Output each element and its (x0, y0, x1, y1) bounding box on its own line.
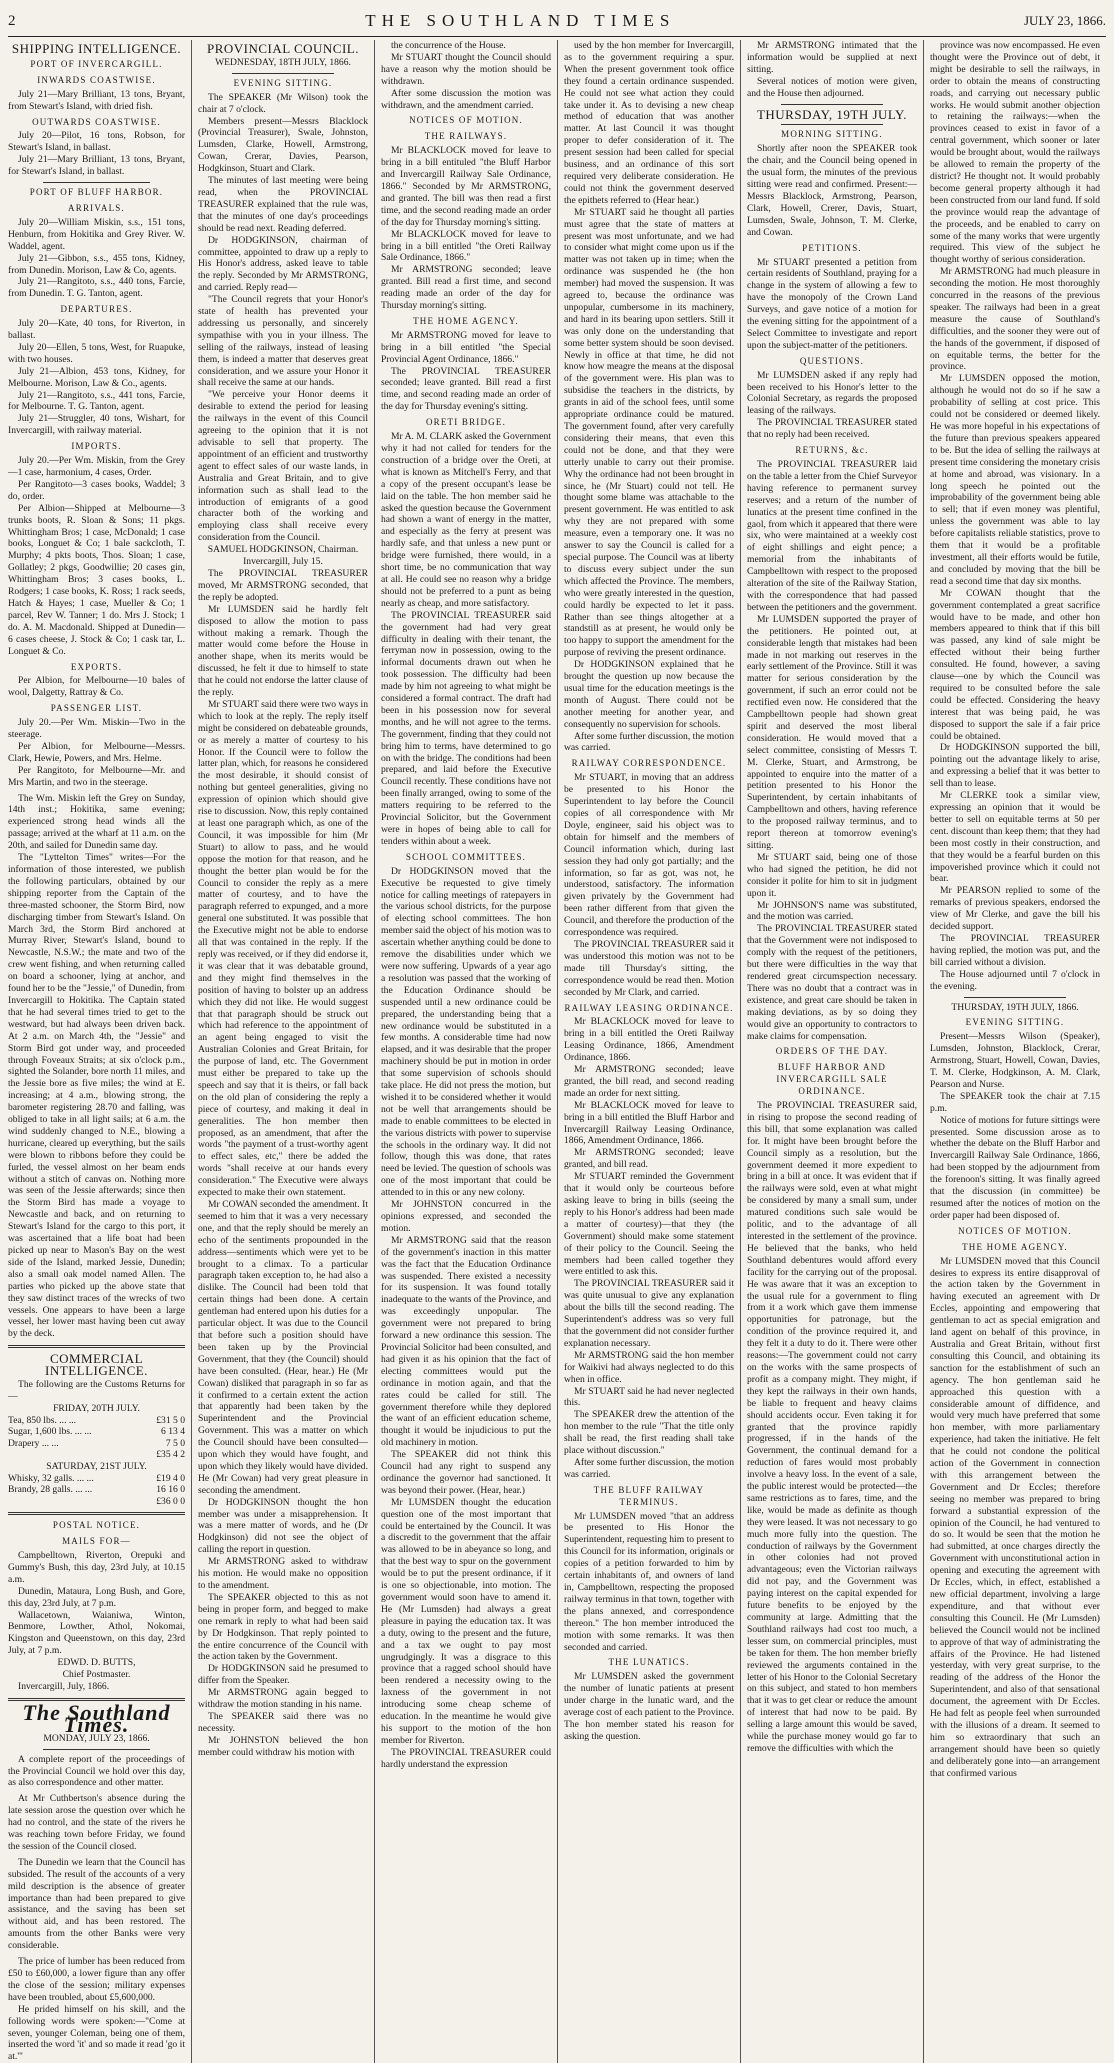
item-cell: Whisky, 32 galls. ... ... (8, 1472, 94, 1484)
paragraph: Present—Messrs Wilson (Speaker), Lumsden, Johnston, Blacklock, Crerar, Armstrong, Stuart, Howell, Cowan, Davies, T. M. Clerke, Hodgkinson, A. M. Clark, Pearson and Nurse. (930, 1031, 1100, 1090)
paragraph: The SPEAKER said there was no necessity. (198, 1710, 368, 1734)
paragraph: The PROVINCIAL TREASURER stated that the Government were not indisposed to comply with the request of the petitioners, but there were difficulties in the way that rendered great circumspection necessary. There was no doubt that a contract was in existence, and great care should be taken in making deviations, as by so doing they would give an opportunity to contractors to make claims for compensation. (747, 923, 917, 1042)
paragraph: July 20.—Per Wm. Miskin—Two in the steerage. (8, 717, 185, 741)
paragraph: The "Lyttelton Times" writes—For the information of those interested, we publish the following particulars, obtained by our shipping reporter from the Captain of the three-masted schooner, the Storm Bird, now discharging timber from Stewart's Island. On March 3rd, the Storm Bird anchored at Murray River, Stewart's Island, bound to Newcastle, N.S.W.; the mate and two of the crew went fishing, and when returning called on board a schooner, lying at anchor, and found her to be the "Jessie," of Dunedin, from Invercargill to Hokitika. The Captain stated that he had several times tried to get to the westward, but had always been driven back. At 2 a.m. on March 4th, the "Jessie" and Storm Bird got under way, and proceeded through Foveaux Straits; at six o'clock p.m., sighted the Solander, bore north 11 miles, and the Jessie bore as five miles; the wind at E. increasing; at 4 a.m., blowing strong, the barometer registering 28.70 and falling, was obliged to take in all light sails; at 6 a.m. the wind suddenly changed to N.E., blowing a hurricane, cleared up everything, but the sails were blown to ribbons before they could be furled, the vessel almost on her beam ends without a stitch of canvas on. Nothing more was seen of the Jessie afterwards; since then the Storm Bird has made a voyage to Newcastle and back, and on returning to Stewart's Island for the cargo to this port, it was ascertained that a life boat had been picked up near to Mason's Bay on the west side of the Island, marked Jessie, Dunedin; also a small oak model named Allen. The parties who picked up the above state that they saw distinct traces of the wrecks of two vessels. One appears to have been a large vessel, her lower mast having been cut away by the deck. (8, 852, 185, 1340)
paragraph: The PROVINCIAL TREASURER said the government had had very great difficulty in dealing with their tenant, the ferryman now in possession, owing to the informal documents drawn out when he took possession. The difficulty had been made by him not agreeing to what might be considered a formal contract. The draft had been in his possession now for several months, and he will not agree to the terms. The government, finding that they could not bring him to terms, have determined to go on with the bridge. The conditions had been prepared, and laid before the Executive Council recently. These conditions have not been finally arranged, owing to some of the matters requiring to be referred to the Provincial Solicitor, but the Government were in hopes of being able to call for tenders within about a week. (381, 609, 551, 847)
paragraph: Mr ARMSTRONG intimated that the information would be supplied at next sitting. (747, 40, 917, 75)
masthead (8, 6, 1106, 37)
subheading: SCHOOL COMMITTEES. (405, 851, 527, 862)
amount-cell: 16 16 0 (156, 1484, 185, 1496)
subheading: EVENING SITTING. (233, 77, 333, 88)
paragraph: The SPEAKER took the chair at 7.15 p.m. (930, 1090, 1100, 1114)
subheading: OUTWARDS COASTWISE. (32, 116, 161, 127)
paragraph: Mr LUMSDEN asked the government the number of lunatic patients at present under charge in the lunatic ward, and the average cost of each patient to the Province. The hon member stated his reason for asking the question. (564, 1671, 734, 1742)
paragraph: Mr STUART presented a petition from certain residents of Southland, praying for a change in the system of allowing a few to have the monopoly of the Crown Land Surveys, and gave notice of a motion for the evening sitting for the appointment of a Select Committee to investigate and report upon the subject-matter of the petitioners. (747, 256, 917, 351)
paragraph: July 21—Rangitoto, s.s., 441 tons, Farcie, for Melbourne. T. G. Tanton, agent. (8, 389, 185, 413)
paragraph: The PROVINCIAL TREASURER seconded; leave granted. Bill read a first time, and second reading made an order of the day for Thursday evening's sitting. (381, 365, 551, 413)
paragraph: Mr ARMSTRONG asked to withdraw his motion. He would make no opposition to the amendment. (198, 1556, 368, 1591)
paragraph: The SPEAKER objected to this as not being in proper form, and begged to make one remark in reply to what had been said by Dr Hodgkinson. That reply pointed to the entire concurrence of the Council with the action taken by the Government. (198, 1591, 368, 1663)
customs-returns-table (8, 1473, 185, 1508)
subheading: EVENING SITTING. (965, 1017, 1065, 1028)
issue-date: JULY 23, 1866. (1024, 13, 1106, 28)
paragraph: July 20—Pilot, 16 tons, Robson, for Stewart's Island, in ballast. (8, 130, 185, 154)
paragraph: Mr COWAN seconded the amendment. It seemed to him that it was a very necessary one, and that the reply should be merely an echo of the sentiments propounded in the address—sentiments which were yet to be brought to a climax. To a particular paragraph taken exception to, he had also a dislike. The Council had been told that certain things had been done. A certain gentleman had entered upon his duties for a particular object. It was due to the Council that before such a position should have been taken up by the Provincial Government, that they (the Council) should have been consulted. (Hear, hear.) He (Mr Cowan) disliked that paragraph in so far as it confirmed to a certain extent the action that apparently had been taken by the Superintendent and the Provincial Government. This was a matter on which the Council should have been consulted—upon which they would have fought, and upon which they likely would have divided. He (Mr Cowan) had very great pleasure in seconding the amendment. (198, 1199, 368, 1496)
paragraph: July 21—Mary Brilliant, 13 tons, Bryant, from Stewart's Island, with dried fish. (8, 88, 185, 112)
paragraph: Dr HODGKINSON explained that he brought the question up now because the usual time for the education meetings is the month of August. There could not be another meeting for another year, and consequently no supervision for schools. (564, 659, 734, 730)
paragraph: The SPEAKER drew the attention of the hon member to the rule "That the title only shall be read, the first reading shall take place without discussion." (564, 1409, 734, 1457)
subheading: NOTICES OF MOTION. (958, 1225, 1072, 1236)
paragraph: A complete report of the proceedings of the Provincial Council we hold over this day, as also correspondence and other matter. (8, 1753, 185, 1789)
paragraph: Per Rangitoto—3 cases books, Waddel; 3 do, order. (8, 478, 185, 502)
subheading: BLUFF HARBOR AND INVERCARGILL SALE ORDINANCE. (776, 1062, 888, 1097)
column-2 (191, 40, 374, 2063)
paragraph: Mr JOHNSTON concurred in the opinions expressed, and seconded the motion. (381, 1199, 551, 1234)
paragraph: The PROVINCIAL TREASURER laid on the table a letter from the Chief Surveyor having reference to permanent survey reserves; and a return of the number of lunatics at the present time confined in the gaol, from which it appeared that there were six, who were maintained at a weekly cost of eight shillings and eight pence; a memorial from the inhabitants of Campbelltown with respect to the proposed alteration of the site of the Railway Station, with the correspondence that had passed between the petitioners and the government. (747, 459, 917, 613)
paragraph: After some further discussion, the motion was carried. (564, 1456, 734, 1480)
paragraph: The SPEAKER did not think this Council had any right to suspend any ordinance the governor had sanctioned. It was beyond their power. (Hear, hear.) (381, 1449, 551, 1496)
column-rule (8, 1512, 185, 1515)
paragraph: Mr CLERKE took a similar view, expressing an opinion that it would be better to sell on equitable terms at 50 per cent. discount than keep them; that they had been most costly in their construction, and that they would be a fearful burden on this impoverished province which it could not bear. (930, 790, 1100, 885)
subheading: THE HOME AGENCY. (962, 1241, 1068, 1252)
centered-line: FRIDAY, 20TH JULY. (53, 1402, 140, 1414)
amount-cell: 6 13 4 (161, 1426, 185, 1438)
paragraph: The Dunedin we learn that the Council has subsided. The result of the accounts of a very mild description is the absence of greater importance than had been prepared to give assistance, and the saving has been set without aid, and has been restored. The amounts from the other Banks were very considerable. (8, 1856, 185, 1952)
paragraph: Members present—Messrs Blacklock (Provincial Treasurer), Swale, Johnston, Lumsden, Clarke, Howell, Armstrong, Cowan, Crerar, Davies, Pearson, Hodgkinson, Stuart and Clark. (198, 115, 368, 175)
paragraph: Dr HODGKINSON said he presumed to differ from the Speaker. (198, 1663, 368, 1687)
paragraph: used by the hon member for Invercargill, as to the government requiring a spur. When the present government took office they found a certain ordinance suspended. He could not see what action they could take under it. As to devising a new cheap method of education that was another matter. At last Council it was thought proper to defer consideration of it. The present session had been called for special business, and an ordinance of this sort required very deliberate consideration. He could not think the government deserved the epithets referred to (Hear hear.) (564, 40, 734, 206)
section-heading: SHIPPING INTELLIGENCE. (11, 41, 182, 56)
paragraph: Shortly after noon the SPEAKER took the chair, and the Council being opened in the usual form, the minutes of the previous sitting were read and confirmed. Present:—Messrs Blacklock, Armstrong, Pearson, Clark, Howell, Crerer, Davis, Stuart, Lumsden, Swale, Johnson, T. M. Clerke, and Cowan. (747, 143, 917, 238)
subheading: THE RAILWAYS. (424, 131, 508, 142)
amount-cell: £36 0 0 (156, 1495, 185, 1507)
paragraph: Per Rangitoto, for Melbourne—Mr. and Mrs Martin, and two in the steerage. (8, 764, 185, 788)
paragraph: Per Albion, for Melbourne—Messrs. Clark, Hewie, Powers, and Mrs. Helme. (8, 740, 185, 764)
paragraph: Invercargill, July, 1866. (18, 1680, 110, 1692)
paragraph: The minutes of last meeting were being read, when the PROVINCIAL TREASURER explained that the rule was, that the minutes of one day's proceedings should be read next. Reading deferred. (198, 175, 368, 234)
subheading: ORETI BRIDGE. (425, 417, 507, 428)
item-cell: Drapery ... ... (8, 1437, 59, 1449)
column-1 (8, 40, 191, 2063)
paragraph: Mr LUMSDEN opposed the motion, although he would not do so if he saw a probability of selling at cost price. This could not be considered or deemed likely. He was more hopeful in his expectations of the future than previous speakers appeared to be. But the idea of selling the railways at present time considering the monetary crisis at home and abroad, was visionary. In a long speech he pointed out the improbability of the government being able to sell; that if even money was plentiful, unless the government was able to lay before capitalists reliable statistics, prove to them that it would be a profitable investment, all their efforts would be futile, and concluded by moving that the bill be read a second time that day six months. (930, 373, 1100, 587)
paragraph: July 20—Ellen, 5 tons, West, for Ruapuke, with two houses. (8, 341, 185, 365)
subheading: THE LUNATICS. (608, 1657, 690, 1668)
subheading: POSTAL NOTICE. (52, 1520, 141, 1531)
paragraph: At Mr Cuthbertson's absence during the late session arose the question over which he had no control, and the state of the rivers he was reaching town before Friday, we found the session of the Council closed. (8, 1793, 185, 1852)
table-row (8, 1449, 185, 1461)
paragraph: Campbelltown, Riverton, Orepuki and Gummy's Bush, this day, 23rd July, at 10.15 a.m. (8, 1550, 185, 1585)
paragraph: Several notices of motion were given, and the House then adjourned. (747, 75, 917, 99)
column-5 (740, 40, 923, 2063)
paragraph: Mr ARMSTRONG again begged to withdraw the motion standing in his name. (198, 1687, 368, 1711)
column-6 (923, 40, 1106, 2063)
section-heading: COMMERCIAL INTELLIGENCE. (45, 1351, 148, 1379)
paragraph: Mr STUART reminded the Government that it would only be courteous before asking leave to bring in bills (seeing the reply to his Honor's address had been made a matter of courtesy)—that they (the Government) should make some statement of their policy to the Council. Seeing the members had been called together they were entitled to ask this. (564, 1171, 734, 1278)
subheading: ORDERS OF THE DAY. (775, 1046, 889, 1057)
paragraph: Mr LUMSDEN supported the prayer of the petitioners. He pointed out, at considerable length that mistakes had been made in not marking out reserves in the early settlement of the Province. Still it was matter for serious consideration by the government, if such an error could not be rectified even now. He considered that the Campbelltown people had shown great spirit and deserved the most liberal consideration. He would moved that a select committee, consisting of Messrs T. M. Clerke, Stuart, and Armstrong, be appointed to enquire into the matter of a petition presented to his Honor the Superintendent, by certain inhabitants of Campbelltown and others, having reference to the proposed railway terminus, and to report thereon at tomorrow evening's sitting. (747, 613, 917, 851)
paragraph: The PROVINCIAL TREASURER said it was understood this motion was not to be made till Thursday's sitting, the correspondence would be read then. Motion seconded by Mr Clark, and carried. (564, 938, 734, 998)
paragraph: Mr BLACKLOCK moved for leave to bring in a bill entitled the Oreti Railway Leasing Ordinance, 1866, Amendment Ordinance, 1866. (564, 1016, 734, 1064)
subheading: MORNING SITTING. (781, 129, 883, 140)
paragraph: Mr STUART thought the Council should have a reason why the motion should be withdrawn. (381, 51, 551, 87)
centered-line: WEDNESDAY, 18TH JULY, 1866. (215, 56, 351, 68)
paragraph: the concurrence of the House. (391, 40, 506, 51)
paragraph: Dr HODGKINSON moved that the Executive be requested to give timely notice for calling meetings of ratepayers in the various school districts, for the purpose of electing school committees. The hon member said the object of his motion was to ascertain whether anything could be done to remove the disabilities under which we were now suffering. Upwards of a year ago a resolution was passed that the working of the Education Ordinance should be suspended until a new ordinance could be prepared, the understanding being that a new ordinance would be substituted in a few months. A considerable time had now elapsed, and it was desirable that the proper machinery should be put in motion in order that some supervision of schools should take place. He did not press the motion, but wished it to be considered whether it would not be well that arrangements should be made to enable committees to be elected in the various districts with power to supervise the schools in the ordinary way. It did not follow, though this was done, that rates need be levied. The question of schools was one of the most important that could be attended to in this or any new colony. (381, 865, 551, 1199)
table-row (8, 1415, 185, 1427)
paragraph: Mr BLACKLOCK moved for leave to bring in a bill entituled "the Bluff Harbor and Invercargill Railway Sale Ordinance, 1866." Seconded by Mr ARMSTRONG, and granted. The bill was then read a first time, and the second reading made an order of the day for Thursday morning's sitting. (381, 145, 551, 228)
centered-line: SAMUEL HODGKINSON, Chairman. (207, 544, 359, 556)
paragraph: Mr LUMSDEN thought the education question one of the most important that could be entertained by the Council. It was a discredit to the government that the affair was allowed to be in abeyance so long, and that the best way to spur on the government would be to put the present ordinance, if it is one so objectionable, into motion. The government would soon have to amend it. He (Mr Lumsden) had always a great pleasure in paying the education tax. It was a duty, owing to the present and the future, and a tax we ought to pay most ungrudgingly. It was a disgrace to this province that a ragged school should have been rendered a necessity owing to the laxness of the government in not introducing some cheap scheme of education. In the meantime he would give his support to the motion of the hon member for Riverton. (381, 1496, 551, 1746)
amount-cell: £35 4 2 (156, 1449, 185, 1461)
paragraph: Mr ARMSTRONG said that the reason of the government's inaction in this matter was the fact that the Education Ordinance was suspended. There existed a necessity for its suspension. It was found totally inadequate to the wants of the Province, and was exceedingly unpopular. The government were not prepared to bring forward a new ordinance this session. The Provincial Solicitor had been consulted, and had given it as his opinion that the fact of electing committees would put the ordinance in motion again, and that the rates could be called for still. The government therefore while they deplored the want of an efficient education scheme, thought it would be injudicious to put the old machinery in motion. (381, 1234, 551, 1449)
table-row (8, 1496, 185, 1508)
paragraph: Mr STUART said there were two ways in which to look at the reply. The reply itself might be considered on debateable grounds, or as merely a matter of courtesy to his Honor. If the Council were to follow the latter plan, which, for reasons he considered the most desirable, it should consist of nothing but genteel generalities, giving no expression of opinion which should give rise to discussion. Now, this reply contained at least one paragraph which, as one of the Council, it was impossible for him (Mr Stuart) to allow to pass, and he would oppose the motion for that reason, and he thought the better plan would be for the Council to consider the reply as a mere matter of courtesy, and to have the paragraph referred to expunged, and a more general one substituted. It was possible that the Executive might not be able to endorse all that was contained in the reply. If the reply was received, or if they did endorse it, it was clear that it was debatable ground, and they might find themselves in the position of having to bolster up an address which they did not like. He would suggest that that paragraph should be struck out which had reference to the appointment of an agent being engaged to visit the Australian Colonies and Great Britain, for the purpose of land, etc. The Government must either be prepared to take up the speech and say that it is theirs, or fall back on the old plan of considering the reply a piece of courtesy, and making it deal in generalities. The hon member then proposed, as an amendment, that after the words "the payment of a trust-worthy agent to effect sales, etc," there be added the words "shall receive at our hands every consideration." The Executive were always expected to make their own statement. (198, 698, 368, 1199)
centered-line: Invercargill, July 15. (243, 556, 323, 568)
customs-returns-table (8, 1415, 185, 1461)
column-rule (964, 997, 1066, 998)
section-heading: PROVINCIAL COUNCIL. (206, 41, 360, 56)
paragraph: July 21—Albion, 453 tons, Kidney, for Melbourne. Morison, Law & Co., agents. (8, 365, 185, 389)
subheading: THE BLUFF RAILWAY TERMINUS. (593, 1484, 705, 1507)
page-number: 2 (8, 12, 17, 29)
subheading: ARRIVALS. (68, 202, 125, 213)
paragraph: The following are the Customs Returns for— (8, 1379, 185, 1402)
paragraph: The PROVINCIAL TREASURER stated that no reply had been received. (747, 417, 917, 441)
paragraph: Per Albion—Shipped at Melbourne—3 trunks boots, R. Sloan & Sons; 11 pkgs. Whittingham Bros; 1 case, McDonald; 1 case books, Longuet & Co; 1 bale sackcloth, T. Murphy; 4 pkts boots, Thos. Sloan; 1 case, Gollatley; 2 pkgs, Goodwillie; 20 cases gin, Whittingham Bros; 3 cases books, L. Rodgers; 1 case books, K. Ross; 1 rack seeds, Hatch & Hayes; 1 case, Mueller & Co; 1 parcel, Rev W. Tanner; 1 do. Mrs J. Stock; 1 do. A. M. Macdonald. Shipped at Dunedin—6 cases cheese, J. Stock & Co; 1 cask tar, L. Longuet & Co. (8, 502, 185, 657)
paragraph: "The Council regrets that your Honor's state of health has prevented your addressing us personally, and sincerely sympathise with you in your illness. The selling of the railways, instead of leasing them, is indeed a matter that deserves great consideration, and we assure your Honor it shall receive the same at our hands. (198, 294, 368, 389)
centered-line: SATURDAY, 21ST JULY. (46, 1460, 147, 1472)
item-cell (8, 1449, 133, 1461)
paragraph: province was now encompassed. He even thought were the Province out of debt, it might be desirable to sell the railways, in order to obtain the means of constructing roads, and carrying out necessary public works. He would submit another objection to retaining the railways:—when the provinces ceased to exist in favor of a central government, which sooner or later would be brought about, would the railways be allowed to remain the property of the district? He thought not. It would probably become general property although it had been constructed from our land fund. If sold the province would reap the advantage of the proceeds, and be enabled to carry on some of the many works that were urgently required. This view of the subject he thought worthy of serious consideration. (930, 40, 1100, 266)
paragraph: Per Albion, for Melbourne—10 bales of wool, Dalgetty, Rattray & Co. (8, 675, 185, 699)
paragraph: Dr HODGKINSON supported the bill, pointing out the advantage likely to arise, and expressing a belief that it was better to sell than to lease. (930, 742, 1100, 790)
paragraph: After some further discussion, the motion was carried. (564, 730, 734, 754)
paragraph: The PROVINCIAL TREASURER moved, Mr ARMSTRONG seconded, that the reply be adopted. (198, 567, 368, 603)
paragraph: Notice of motions for future sittings were presented. Some discussion arose as to whether the debate on the Bluff Harbor and Invercargill Railway Sale Ordinance, 1866, had been stopped by the adjournment from the forenoon's sitting. It was finally agreed that the discussion (in committee) be resumed after the notices of motion on the order paper had been disposed of. (930, 1114, 1100, 1221)
paragraph: Mr A. M. CLARK asked the Government why it had not called for tenders for the construction of a bridge over the Oreti, at what is known as Mitchell's Ferry, and that a copy of the present occupant's lease be laid on the table. The hon member said he asked the question because the Government had shown a want of energy in the matter, and especially as the ferry at present was hardly safe, and that unless a new punt or bridge were furnished, there would, in a short time, be no communication that way at all. He could see no reason why a bridge should not be preferred to a punt as being nearly as cheap, and more satisfactory. (381, 431, 551, 609)
subheading: DEPARTURES. (60, 304, 133, 315)
paragraph: Dr HODGKINSON, chairman of committee, appointed to draw up a reply to His Honor's address, asked leave to table the reply. Seconded by Mr ARMSTRONG, and carried. Reply read— (198, 234, 368, 294)
paragraph: Mr STUART said he thought all parties must agree that the state of matters at present was most unfortunate, and we had to consider what might come upon us if the matter was not taken up in time; when the ordinance was suspended he (the hon member) had moved the suspension. It was agreed to, because the ordinance was unpopular, cumbersome in its machinery, and hard in its bearing upon settlers. Still it was only done on the understanding that some better system should be soon devised. Newly in office at that time, he did not know how meagre the means at the disposal of the government were. His plan was to subsidise the teachers in the districts, by grants in aid of the school fees, until some appropriate ordinance could be matured. The government found, after very carefully considering their means, that even this could not be done, and that they were utterly unable to carry out their promise. Why the ordinance had not been brought in since, he (Mr Stuart) could not tell. He thought some blame was attachable to the present government. He was entitled to ask why they are not prepared with some measure, even a temporary one. It was no answer to say the Council is called for a special purpose. The Council was at liberty to discuss every subject under the sun which affected the Province. The members, who were greatly interested in the question, could hardly be expected to let it pass. Rather than see things altogether at a standstill as at present, he would only be too happy to support the amendment for the purpose of reviving the present ordinance. (564, 206, 734, 659)
column-rule (43, 182, 149, 183)
paragraph: Dunedin, Mataura, Long Bush, and Gore, this day, 23rd July, at 7 p.m. (8, 1585, 185, 1609)
item-cell: Tea, 850 lbs. ... ... (8, 1414, 77, 1426)
subheading: THE HOME AGENCY. (413, 315, 519, 326)
column-rule (8, 1345, 185, 1348)
amount-cell: £19 4 0 (156, 1472, 185, 1484)
paragraph: Mr LUMSDEN moved that this Council desires to express its entire disapproval of the action taken by the Government in having executed an agreement with Dr Eccles, appointing and empowering that gentleman to act as special emigration and land agent on behalf of this province, in Australia and Great Britain, without first consulting this Council, and obtaining its sanction for the establishment of such an agency. The hon gentleman said he approached this question with a considerable amount of diffidence, and would very much have preferred that some hon member, with more parliamentary experience, had taken the initiative. He felt that he could not condone the political action of the Government in connection with this arrangement between the Government and Dr Eccles; therefore seeing no member was prepared to bring forward a substantial expression of the opinion of the Council, he had ventured to do so. It would be seen that the motion he had submitted, at once charges directly the Government with unconstitutional action in opening and executing the agreement with Dr Eccles, which, in effect, established a new official department, involving a large expenditure, and that without ever consulting this Council. He (Mr Lumsden) believed the Council would not be inclined to approve of that way of administrating the affairs of the Province. He had listened yesterday, with very great surprise, to the reading of the address of the Honor the Superintendent, and also of that sensational document, the agreement with Dr Eccles. He had felt as people feel when surrounded with the illusions of a dream. It seemed to him so extraordinary that such an arrangement should have been so quietly and deliberately gone into—an arrangement that confirmed various (930, 1255, 1100, 1779)
subheading: PETITIONS. (802, 242, 862, 253)
subheading: IMPORTS. (71, 441, 122, 452)
item-cell: Brandy, 28 galls. ... ... (8, 1484, 93, 1496)
subheading: PORT OF INVERCARGILL. (30, 58, 163, 69)
paragraph: July 21—Gibbon, s.s., 455 tons, Kidney, from Dunedin. Morison, Law & Co, agents. (8, 252, 185, 276)
centered-line: EDWD. D. BUTTS, (57, 1657, 136, 1669)
column-rule (781, 124, 883, 125)
paragraph: Dr HODGKINSON thought the hon member was under a misapprehension. It was a mere matter of words, and he (Dr Hodgkinson) did not see the object of calling the report in question. (198, 1496, 368, 1556)
paragraph: July 20.—Per Wm. Miskin, from the Grey—1 case, harmonium, 4 cases, Order. (8, 455, 185, 478)
table-row (8, 1484, 185, 1496)
subheading: RAILWAY CORRESPONDENCE. (571, 758, 727, 769)
column-4 (557, 40, 740, 2063)
column-rule (781, 104, 883, 105)
paragraph: Mr ARMSTRONG said the hon member for Waikivi had always neglected to do this when in office. (564, 1349, 734, 1385)
item-cell (8, 1496, 133, 1508)
paragraph: July 20—Kate, 40 tons, for Riverton, in ballast. (8, 318, 185, 342)
subheading: NOTICES OF MOTION. (409, 115, 523, 126)
subheading: QUESTIONS. (799, 355, 865, 366)
paragraph: The House adjourned until 7 o'clock in the evening. (930, 968, 1100, 992)
newspaper-title: THE SOUTHLAND TIMES (365, 11, 676, 30)
paragraph: Mr ARMSTRONG seconded; leave granted, and bill read. (564, 1147, 734, 1171)
subheading: PORT OF BLUFF HARBOR. (29, 187, 164, 198)
paragraph: Mr LUMSDEN moved "that an address be presented to His Honor the Superintendent, requesting him to present to this Council for its information, originals or copies of a petition forwarded to him by certain inhabitants of, and owners of land in, Campbelltown, respecting the proposed railway terminus in that town, together with the plans annexed, and correspondence thereon." The hon member introduced the motion with some remarks. It was then seconded and carried. (564, 1510, 734, 1653)
paragraph: Mr ARMSTRONG had much pleasure in seconding the motion. He most thoroughly concurred in the reasons of the previous speaker. The railways had been in a great measure the cause of Southland's difficulties, and the sooner they were out of the hands of the government, if disposed of on equitable terms, the better for the province. (930, 266, 1100, 373)
paragraph: The PROVINCIAL TREASURER said, in rising to propose the second reading of this bill, that some explanation was called for. It might have been brought before the Council simply as a resolution, but the government deemed it more expedient to bring in a bill at once. It was evident that if the railways were sold, even at what might be considered by many a small sum, under matured conditions such sale would be politic, and to the advantage of all interested in the settlement of the province. He believed that the banks, who held Southland debentures would afford every facility for the carrying out of the proposal. He was aware that it was an exception to the usual rule for a government to fling from it a work which gave them immense opportunities for patronage, but the condition of the province required it, and they felt it a duty to do it. There were other reasons:—The government could not carry on the works with the same prospects of profit as a company might. They might, if they kept the railways in their own hands, be liable to frequent and heavy claims should accidents occur. Even taking it for granted that the province rapidly progressed, if in the hands of the Government, the continual demand for a reduction of fares would most probably involve a heavy loss. In the event of a sale, the public interest would be protected—the same restrictions as to fares, time, and the like, would be made as definite as though they were leased. It was not necessary to go much more fully into the question. The conduction of railways by the Government in other colonies had not proved advantageous; even the Victorian railways did not pay, and the Government was paying interest on the capital expended for future benefits to be enjoyed by the community at large. Admitting that the Southland railways had cost too much, a lesser sum, on commercial principles, must be taken for them. The hon member briefly reviewed the arguments contained in the letter of his Honor to the Colonial Secretary on this subject, and stated to hon members that it was to get clear or reduce the amount of interest that had now to be paid. By selling a large amount this would be saved, while the purchase money would go far to remove the difficulties with which the (747, 1100, 917, 1754)
paragraph: The price of lumber has been reduced from £50 to £60,000, a lower figure than any offer the close of the session; military expenses have been troubled, about £5,600,000. (8, 1956, 185, 2003)
nameplate: The Southland Times. (22, 1699, 171, 1737)
paragraph: Mr JOHNSTON believed the hon member could withdraw his motion with (198, 1734, 368, 1758)
paragraph: The SPEAKER (Mr Wilson) took the chair at 7 o'clock. (198, 91, 368, 115)
subheading: EXPORTS. (70, 661, 123, 672)
amount-cell: 7 5 0 (165, 1437, 185, 1449)
paragraph: Mr ARMSTRONG moved for leave to bring in a bill entitled "the Special Provincial Agent Ordinance, 1866." (381, 329, 551, 365)
paragraph: Mr LUMSDEN asked if any reply had been received to his Honor's letter to the Colonial Secretary, as regards the proposed leasing of the railways. (747, 369, 917, 417)
table-row (8, 1426, 185, 1438)
paragraph: Mr ARMSTRONG seconded; leave granted. Bill read a first time, and second reading made an order of the day for Thursday morning's sitting. (381, 264, 551, 312)
paragraph: After some discussion the motion was withdrawn, and the amendment carried. (381, 87, 551, 111)
column-3 (374, 40, 557, 2063)
paragraph: Mr LUMSDEN said he hardly felt disposed to allow the motion to pass without making a remark. Though the matter would come before the House in another shape, when its merits would be discussed, he felt it due to himself to state that he could not endorse the latter clause of the reply. (198, 603, 368, 699)
paragraph: July 21—Struggler, 40 tons, Wishart, for Invercargill, with railway material. (8, 413, 185, 437)
subheading: RAILWAY LEASING ORDINANCE. (564, 1002, 734, 1013)
paragraph: Mr STUART said he had never neglected this. (564, 1385, 734, 1409)
paragraph: The Wm. Miskin left the Grey on Sunday, 14th inst.; Hokitika, same evening; experienced strong head winds all the passage; arrived at the wharf at 11 a.m. on the 20th, and sailed for Dunedin same day. (8, 792, 185, 852)
centered-line: THURSDAY, 19TH JULY, 1866. (951, 1001, 1079, 1013)
paragraph: He prided himself on his skill, and the following words were spoken:—"Come at seven, younger Coleman, being one of them, inserted the word 'it' and so made it read 'go it at.'" (8, 2003, 185, 2063)
centered-line: MONDAY, JULY 23, 1866. (43, 1732, 150, 1744)
paragraph: July 21—Mary Brilliant, 13 tons, Bryant, for Stewart's Island, in ballast. (8, 154, 185, 178)
subheading: INWARDS COASTWISE. (37, 74, 156, 85)
paragraph: Mr ARMSTRONG seconded; leave granted, the bill read, and second reading made an order for next sitting. (564, 1064, 734, 1099)
paragraph: Mr PEARSON replied to some of the remarks of previous speakers, endorsed the view of Mr Clerke, and gave the bill his decided support. (930, 885, 1100, 933)
subheading: PASSENGER LIST. (50, 703, 143, 714)
paragraph: The PROVINCIAL TREASURER could hardly understand the expression (381, 1746, 551, 1770)
paragraph: Mr JOHNSON'S name was substituted, and the motion was carried. (747, 899, 917, 923)
paragraph: Mr STUART, in moving that an address be presented to his Honor the Superintendent to lay before the Council copies of all correspondence with Mr Doyle, engineer, said his object was to obtain for himself and the members of Council information which, during last session they had only got partially; and the information, so far as got, was not, he understood, satisfactory. The information given privately by the Government had been rather different from that given the Council, and therefore the production of the correspondence was required. (564, 772, 734, 939)
centered-line: Chief Postmaster. (62, 1669, 131, 1681)
amount-cell: £31 5 0 (156, 1414, 185, 1426)
paragraph: July 20—William Miskin, s.s., 151 tons, Henburn, from Hokitika and Grey River. W. Waddel, agent. (8, 216, 185, 252)
paragraph: Mr BLACKLOCK moved for leave to bring in a bill entitled the Bluff Harbor and Invercargill Railway Leasing Ordinance, 1866, Amendment Ordinance, 1866. (564, 1099, 734, 1147)
paragraph: Mr COWAN thought that the government contemplated a great sacrifice would have to be made, and other hon members appeared to think that if this bill was passed, any kind of sale might be effected without their being further consulted. He found, however, a saving clause—one by which the Council was required to be consulted before the sale could be effected. Considering the heavy interest that was being paid, he was disposed to support the sale if a fair price could be obtained. (930, 587, 1100, 742)
paragraph: Mr BLACKLOCK moved for leave to bring in a bill entitled "the Oreti Railway Sale Ordinance, 1866." (381, 228, 551, 264)
item-cell: Sugar, 1,600 lbs. ... ... (8, 1426, 92, 1438)
section-heading: THURSDAY, 19TH JULY. (756, 106, 908, 122)
paragraph: The PROVINCIAL TREASURER having replied, the motion was put, and the bill carried without a division. (930, 932, 1100, 968)
subheading: RETURNS, &c. (795, 445, 869, 456)
column-rule (232, 73, 334, 74)
paragraph: Mr STUART said, being one of those who had signed the petition, he did not consider it polite for him to sit in judgment upon it. (747, 851, 917, 899)
paragraph: July 21—Rangitoto, s.s., 440 tons, Farcie, from Dunedin. T. G. Tanton, agent. (8, 276, 185, 300)
subheading: MAILS FOR— (62, 1536, 131, 1547)
table-row (8, 1438, 185, 1450)
column-rule (43, 1749, 149, 1750)
newspaper-columns (8, 40, 1106, 2063)
paragraph: "We perceive your Honor deems it desirable to extend the period for leasing the railways in the event of this Council agreeing to the opinion that it is not advisable to sell that property. The appointment of an efficient and trustworthy agent to effect sales of our waste lands, in Australia and Great Britain, and to give information such as shall lead to the introduction of emigrants of a good character both of the working and employing class shall receive every consideration from the Council. (198, 389, 368, 544)
paragraph: The PROVINCIAL TREASURER said it was quite unusual to give any explanation about the bills till the second reading. The Superintendent's address was so very full that the government did not consider further explanation necessary. (564, 1278, 734, 1349)
paragraph: Wallacetown, Waianiwa, Winton, Benmore, Lowther, Athol, Nokomai, Kingston and Queenstown, on this day, 23rd July, at 7 p.m. (8, 1609, 185, 1657)
table-row (8, 1473, 185, 1485)
